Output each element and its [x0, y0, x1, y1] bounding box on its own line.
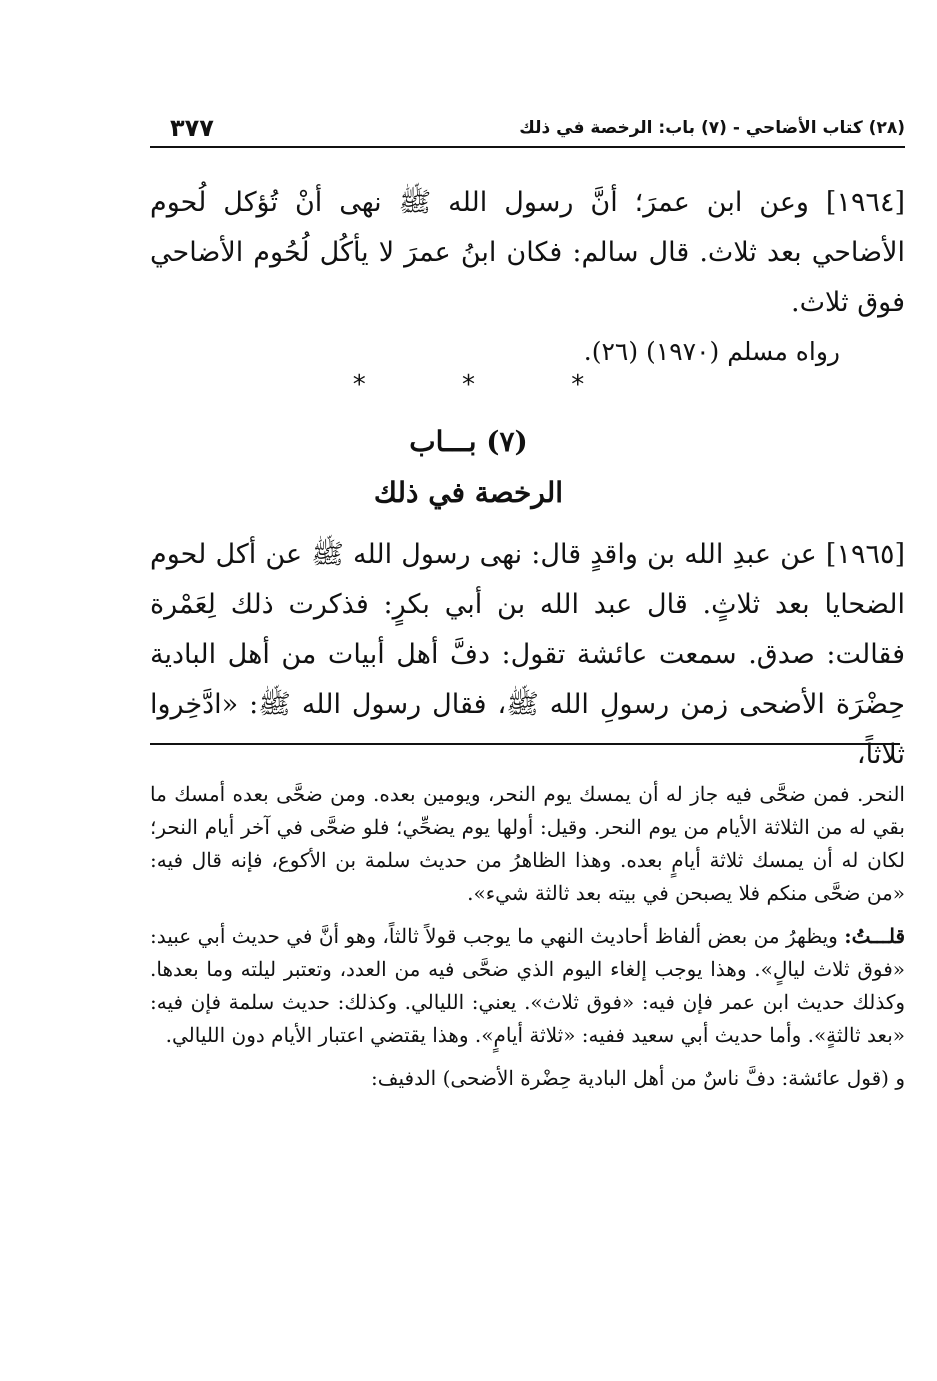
hadith-1964-source: رواه مسلم (١٩٧٠) (٢٦).: [583, 337, 840, 366]
running-head: (٢٨) كتاب الأضاحي - (٧) باب: الرخصة في ذلك: [519, 118, 905, 138]
chapter-label: (٧) بـــاب: [409, 425, 528, 458]
footnote-paragraph-2: [150, 920, 905, 1052]
hadith-1965-text: [١٩٦٥] عن عبدِ الله بن واقدٍ قال: نهى رسول الله ﷺ عن أكل لحوم الضحايا بعد ثلاثٍ. قال عبد الله بن أبي بكرٍ: فذكرت ذلك لِعَمْرة فقالت: صدق. سمعت عائشة تقول: دفَّ أهل أبيات من أهل البادية حِضْرَة الأضحى زمن رسولِ الله ﷺ، فقال رسول الله ﷺ: «ادَّخِروا ثلاثاً،: [150, 539, 905, 770]
footnote-paragraph-2-body: ويظهرُ من بعض ألفاظ أحاديث النهي ما يوجب قولاً ثالثاً، وهو أنَّ في حديث أبي عبيد: «فوق ثلاث ليالٍ». وهذا يوجب إلغاء اليوم الذي ضحَّى فيه من العدد، وتعتبر ليلته وما بعدها. وكذلك حديث ابن عمر فإن فيه: «فوق ثلاث». يعني: الليالي. وكذلك: حديث سلمة فإن فيه: «بعد ثالثةٍ». وأما حديث أبي سعيد ففيه: «ثلاثة أيامٍ». وهذا يقتضي اعتبار الأيام دون الليالي.: [150, 924, 905, 1047]
footnote-paragraph-1: النحر. فمن ضحَّى فيه جاز له أن يمسك يوم النحر، ويومين بعده. ومن ضحَّى بعده أمسك ما بقي له من الثلاثة الأيام من يوم النحر. وقيل: أولها يوم يضحِّي؛ فلو ضحَّى في آخر أيام النحر؛ لكان له أن يمسك ثلاثة أيامٍ بعده. وهذا الظاهرُ من حديث سلمة بن الأكوع، فإنه قال فيه: «من ضحَّى منكم فلا يصبحن في بيته بعد ثالثة شيء».: [150, 782, 905, 905]
section-separator: * * *: [352, 370, 629, 400]
hadith-1964: [150, 178, 905, 328]
chapter-title: الرخصة في ذلك: [373, 476, 564, 509]
hadith-1964-text: [١٩٦٤] وعن ابن عمرَ؛ أنَّ رسول الله ﷺ نهى أنْ تُؤكل لُحوم الأضاحي بعد ثلاث. قال سالم: فكان ابنُ عمرَ لا يأكُل لُحُوم الأضاحي فوق ثلاث.: [150, 187, 905, 318]
page-number: ٣٧٧: [170, 114, 214, 142]
footnote-lead-word: قلـــتُ:: [844, 924, 905, 948]
page-header: [150, 112, 905, 148]
commentary-footnotes: [150, 778, 905, 1105]
footnote-paragraph-3: و (قول عائشة: دفَّ ناسٌ من أهل البادية حِضْرة الأضحى) الدفيف:: [371, 1066, 905, 1090]
footnote-divider: [150, 743, 900, 745]
